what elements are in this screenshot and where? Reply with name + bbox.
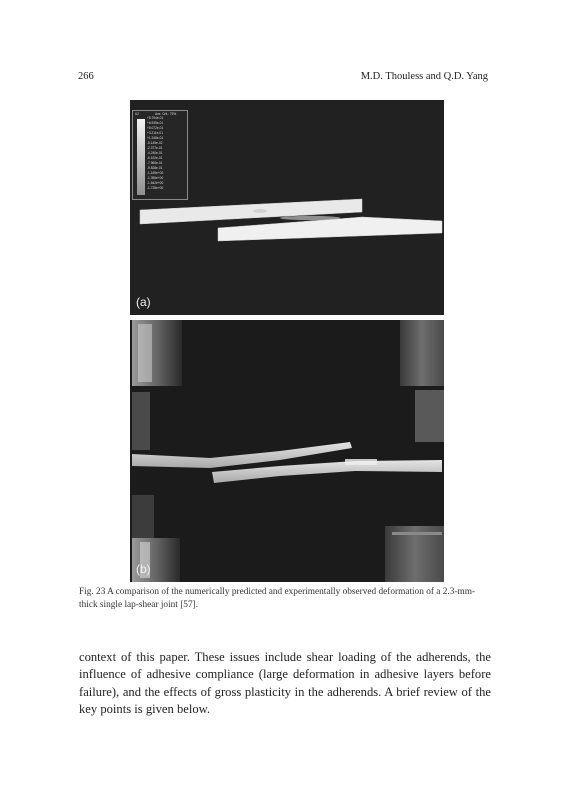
legend-value: +8.794e-01	[147, 116, 164, 120]
legend-value: +1.348e-01	[147, 136, 164, 140]
legend-value: -1.728e+00	[147, 186, 164, 190]
legend-value: -2.377e-01	[147, 146, 163, 150]
panel-label-a: (a)	[136, 295, 151, 309]
overlap-region-shading	[280, 216, 340, 220]
legend-value: -1.169e+00	[147, 171, 164, 175]
legend-header: Ave. Crit.: 75%	[155, 112, 177, 116]
figure-caption: Fig. 23 A comparison of the numerically predicted and experimentally observed deformation of a 2.3-mm-thick single lap-shear joint [57].	[79, 587, 476, 610]
legend-value: -4.240e-01	[147, 151, 163, 155]
legend-value: -6.102e-01	[147, 156, 163, 160]
figure-panel-b	[130, 320, 444, 582]
legend-value: -1.355e+00	[147, 176, 164, 180]
experiment-photo	[130, 320, 444, 582]
legend-value: +6.935e-01	[147, 121, 164, 125]
legend-value: -9.828e-01	[147, 166, 163, 170]
figure-23	[130, 100, 444, 582]
panel-label-b: (b)	[136, 562, 151, 576]
legend-values	[147, 116, 163, 191]
legend-color-bar	[137, 119, 145, 195]
legend-title: U2	[135, 112, 140, 116]
page-header	[78, 71, 488, 85]
contour-legend	[132, 110, 188, 200]
legend-value: +5.072e-01	[147, 126, 164, 130]
legend-value: -5.145e-02	[147, 141, 163, 145]
page-number: 266	[78, 71, 94, 82]
legend-value: +3.211e-01	[147, 131, 163, 135]
legend-value: -7.965e-01	[147, 161, 163, 165]
running-head: M.D. Thouless and Q.D. Yang	[360, 71, 488, 82]
right-upper-grip	[400, 320, 444, 386]
body-paragraph: context of this paper. These issues include shear loading of the adherends, the influence of adhesive compliance (large deformation in adhesive layers before failure), and the effects of gross plasticity in the adherends. A brief review of the key points is given below.	[79, 649, 491, 717]
legend-value: -1.542e+00	[147, 181, 164, 185]
figure-panel-a	[130, 100, 444, 315]
